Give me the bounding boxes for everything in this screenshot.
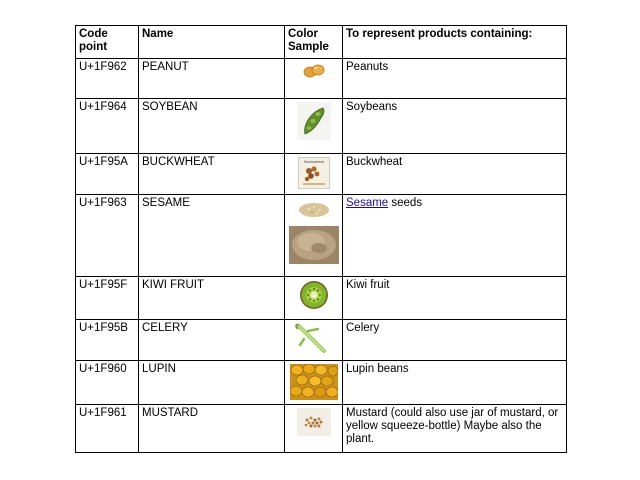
- sesame-paste-image: [289, 226, 339, 264]
- table-row: [76, 195, 567, 277]
- table-row: [76, 361, 567, 405]
- buckwheat-image: [298, 157, 330, 189]
- code-point-cell: U+1F960: [76, 361, 139, 405]
- peanut-image: [303, 62, 325, 80]
- sample-cell: [285, 99, 343, 154]
- sample-cell: [285, 361, 343, 405]
- name-cell: MUSTARD: [139, 405, 285, 453]
- sample-cell: [285, 320, 343, 361]
- header-represents: To represent products containing:: [343, 26, 567, 59]
- sesame-seeds-image: [297, 198, 331, 220]
- description-cell: Peanuts: [343, 59, 567, 99]
- buckwheat-caption: Buckwheat: [303, 159, 324, 164]
- mustard-seeds-image: [297, 408, 331, 436]
- sample-cell: [285, 195, 343, 277]
- sample-cell: [285, 277, 343, 320]
- code-point-cell: U+1F95F: [76, 277, 139, 320]
- description-cell: Celery: [343, 320, 567, 361]
- code-point-cell: U+1F964: [76, 99, 139, 154]
- name-cell: KIWI FRUIT: [139, 277, 285, 320]
- description-text: seeds: [388, 197, 423, 209]
- name-cell: SESAME: [139, 195, 285, 277]
- name-cell: PEANUT: [139, 59, 285, 99]
- sample-cell: [285, 405, 343, 453]
- header-name: Name: [139, 26, 285, 59]
- description-cell: Soybeans: [343, 99, 567, 154]
- description-cell: Kiwi fruit: [343, 277, 567, 320]
- table-row: [76, 277, 567, 320]
- table-row: [76, 405, 567, 453]
- table-row: [76, 154, 567, 195]
- soybean-pod-image: [297, 102, 331, 140]
- description-cell: [343, 195, 567, 277]
- celery-image: [294, 323, 334, 355]
- header-color-sample: Color Sample: [285, 26, 343, 59]
- name-cell: CELERY: [139, 320, 285, 361]
- sample-cell: [285, 154, 343, 195]
- table-row: [76, 59, 567, 99]
- description-cell: Lupin beans: [343, 361, 567, 405]
- sesame-link[interactable]: Sesame: [346, 197, 389, 209]
- kiwi-slice-image: [299, 280, 329, 310]
- code-point-cell: U+1F95B: [76, 320, 139, 361]
- name-cell: LUPIN: [139, 361, 285, 405]
- sample-cell: [285, 59, 343, 99]
- code-point-cell: U+1F961: [76, 405, 139, 453]
- allergen-table: [75, 25, 567, 453]
- description-cell: Mustard (could also use jar of mustard, or yellow squeeze-bottle) Maybe also the plant.: [343, 405, 567, 453]
- table-row: [76, 320, 567, 361]
- code-point-cell: U+1F963: [76, 195, 139, 277]
- code-point-cell: U+1F95A: [76, 154, 139, 195]
- header-code-point: Code point: [76, 26, 139, 59]
- name-cell: SOYBEAN: [139, 99, 285, 154]
- table-header-row: [76, 26, 567, 59]
- name-cell: BUCKWHEAT: [139, 154, 285, 195]
- table-row: [76, 99, 567, 154]
- code-point-cell: U+1F962: [76, 59, 139, 99]
- description-cell: Buckwheat: [343, 154, 567, 195]
- lupin-beans-image: [290, 364, 338, 400]
